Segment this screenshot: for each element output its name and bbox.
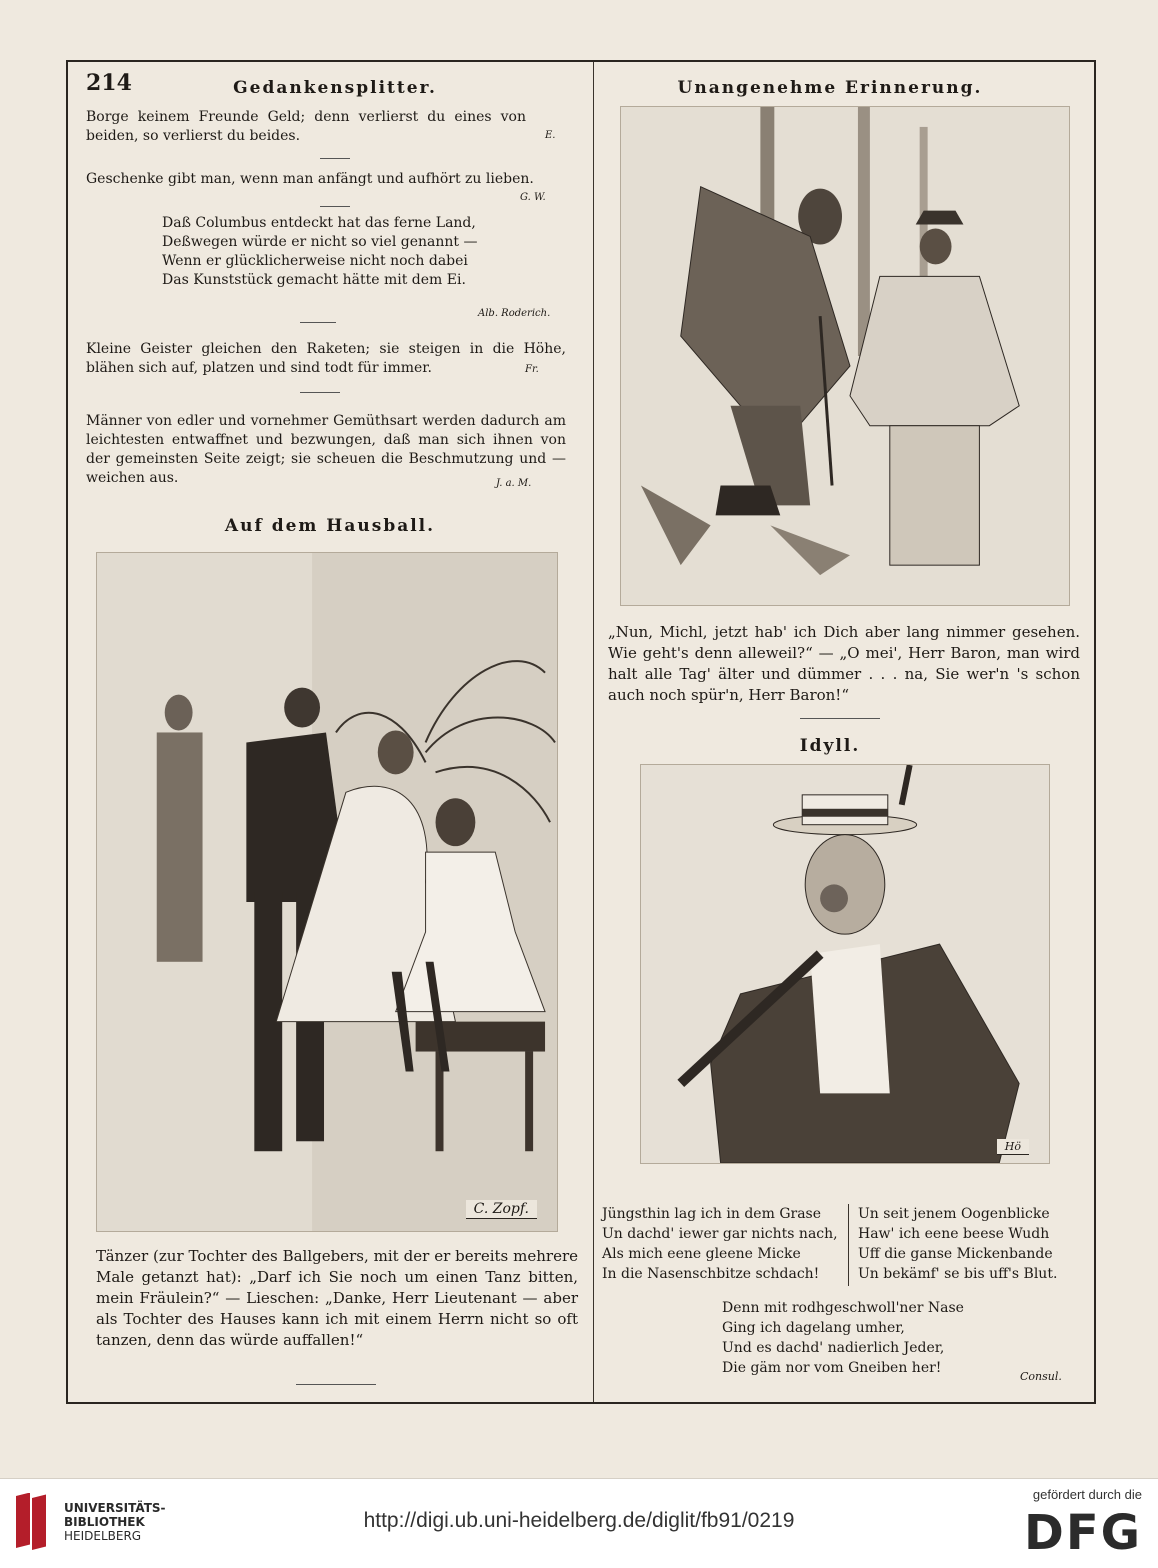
aphorism-1-signature: E. bbox=[545, 130, 556, 141]
page-number: 214 bbox=[86, 70, 132, 96]
separator bbox=[320, 206, 350, 207]
separator bbox=[800, 718, 880, 719]
library-name-line: UNIVERSITÄTS- bbox=[64, 1501, 166, 1515]
poem-signature: Alb. Roderich. bbox=[478, 308, 551, 319]
aphorism-3-signature: Fr. bbox=[525, 364, 539, 375]
separator bbox=[296, 1384, 376, 1385]
poem-line: Un seit jenem Oogenblicke bbox=[858, 1206, 1050, 1222]
poem-line: Un bekämf' se bis uff's Blut. bbox=[858, 1266, 1058, 1282]
idyll-signature: Consul. bbox=[1020, 1370, 1062, 1383]
ballroom-scene bbox=[97, 553, 557, 1231]
stanza-left bbox=[602, 1204, 842, 1284]
stanza-final bbox=[722, 1298, 1002, 1378]
stanza-right bbox=[858, 1204, 1078, 1284]
poem-line: Das Kunststück gemacht hätte mit dem Ei. bbox=[162, 272, 466, 288]
library-name-line: HEIDELBERG bbox=[64, 1529, 142, 1543]
aphorism-1: Borge keinem Freunde Geld; denn verlierst du eines von beiden, so verlierst du beides. bbox=[86, 109, 526, 144]
poem-line: Und es dachd' nadierlich Jeder, bbox=[722, 1340, 945, 1356]
separator bbox=[300, 392, 340, 393]
poem-line: Uff die ganse Mickenbande bbox=[858, 1246, 1053, 1262]
idyll-scene bbox=[641, 765, 1049, 1163]
engraving-idyll bbox=[640, 764, 1050, 1164]
permalink-url[interactable]: http://digi.ub.uni-heidelberg.de/diglit/fb91/0219 bbox=[363, 1509, 795, 1532]
viewer-footer bbox=[0, 1478, 1158, 1568]
poem-line: Deßwegen würde er nicht so viel genannt — bbox=[162, 234, 478, 250]
section-heading-idyll: Idyll. bbox=[799, 736, 861, 756]
poem-line: Un dachd' iewer gar nichts nach, bbox=[602, 1226, 838, 1242]
section-heading-hausball: Auf dem Hausball. bbox=[224, 516, 436, 536]
forest-caption: „Nun, Michl, jetzt hab' ich Dich aber lang nimmer gesehen. Wie geht's denn alleweil?“ — „O mei', Herr Baron, man wird halt alle Tag' älter und dümmer . . . na, Sie wer'n 's schon auch noch spür'n, Herr Baron!“ bbox=[608, 623, 1080, 704]
forest-scene bbox=[621, 107, 1069, 605]
poem-line: Denn mit rodhgeschwoll'ner Nase bbox=[722, 1300, 964, 1316]
funding-caption: gefördert durch die bbox=[1032, 1487, 1142, 1502]
engraving-forest-encounter bbox=[620, 106, 1070, 606]
poem-line: In die Nasenschbitze schdach! bbox=[602, 1266, 820, 1282]
poem-columbus bbox=[162, 214, 502, 290]
poem-line: Daß Columbus entdeckt hat das ferne Land, bbox=[162, 215, 476, 231]
aphorism-2-signature: G. W. bbox=[520, 192, 546, 203]
stanza-divider bbox=[848, 1204, 849, 1286]
poem-line: Jüngsthin lag ich in dem Grase bbox=[602, 1206, 822, 1222]
ballroom-caption: Tänzer (zur Tochter des Ballgebers, mit der er bereits mehrere Male getanzt hat): „Darf ich Sie noch um einen Tanz bitten, mein Fräulein?“ — Lieschen: „Danke, Herr Lieutenant — aber als Tochter des Hauses kann ich mit einem Herrn nicht so oft tanzen, denn das würde auffallen!“ bbox=[96, 1247, 578, 1349]
illustrator-signature: Hö bbox=[997, 1139, 1029, 1155]
dfg-logo: DFG bbox=[1023, 1505, 1142, 1561]
engraving-ballroom bbox=[96, 552, 558, 1232]
section-heading-gedankensplitter: Gedankensplitter. bbox=[233, 78, 437, 98]
aphorism-4: Männer von edler und vornehmer Gemüthsart werden dadurch am leichtesten entwaffnet und bezwungen, daß man sich ihnen von der gemeinsten Seite zeigt; sie scheuen die Beschmutzung und — weichen aus. bbox=[86, 413, 566, 486]
illustrator-signature: C. Zopf. bbox=[466, 1200, 537, 1219]
aphorism-3: Kleine Geister gleichen den Raketen; sie steigen in die Höhe, blähen sich auf, platzen und sind todt für immer. bbox=[86, 341, 566, 376]
column-divider bbox=[593, 62, 594, 1402]
aphorism-4-signature: J. a. M. bbox=[496, 478, 532, 489]
aphorism-2: Geschenke gibt man, wenn man anfängt und aufhört zu lieben. bbox=[86, 171, 534, 187]
library-name-line: BIBLIOTHEK bbox=[64, 1515, 145, 1529]
separator bbox=[300, 322, 336, 323]
poem-line: Die gäm nor vom Gneiben her! bbox=[722, 1360, 942, 1376]
poem-line: Als mich eene gleene Micke bbox=[602, 1246, 801, 1262]
poem-line: Haw' ich eene beese Wudh bbox=[858, 1226, 1050, 1242]
section-heading-erinnerung: Unangenehme Erinnerung. bbox=[677, 78, 983, 98]
poem-line: Wenn er glücklicherweise nicht noch dabei bbox=[162, 253, 468, 269]
separator bbox=[320, 158, 350, 159]
poem-line: Ging ich dagelang umher, bbox=[722, 1320, 905, 1336]
